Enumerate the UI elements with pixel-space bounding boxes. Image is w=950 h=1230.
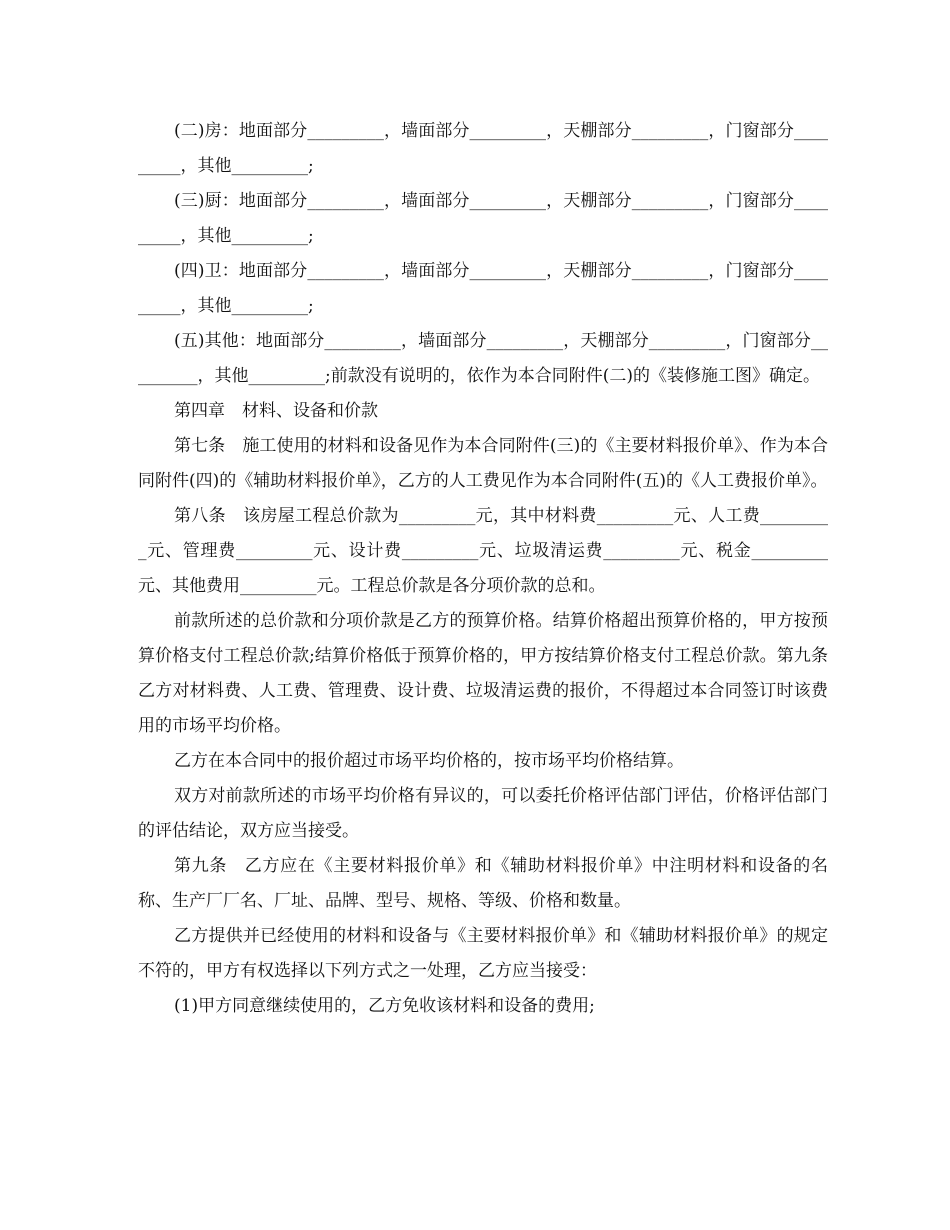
paragraph-room-kitchen: (三)厨：地面部分_________，墙面部分_________，天棚部分_________，门窗部分_________，其他_________; [138,191,828,246]
chapter-heading: 第四章 材料、设备和价款 [174,401,378,421]
paragraph-room-bedroom: (二)房：地面部分_________，墙面部分_________，天棚部分_________，门窗部分_________，其他_________; [138,121,828,176]
paragraph-room-bathroom: (四)卫：地面部分_________，墙面部分_________，天棚部分_________，门窗部分_________，其他_________; [138,261,828,316]
article-8: 第八条 该房屋工程总价款为_________元，其中材料费_________元、人工费_________元、管理费_________元、设计费_________元、垃圾清运费_________元、税金_________元、其他费用_________元。工程总价款是各分项价款的总和。 [138,506,828,596]
document-page [138,114,828,1024]
paragraph-room-other: (五)其他：地面部分_________，墙面部分_________，天棚部分_________，门窗部分_________，其他_________;前款没有说明的，依作为本合同附件(二)的《装修施工图》确定。 [138,331,828,386]
paragraph-option-1: (1)甲方同意继续使用的，乙方免收该材料和设备的费用; [174,996,595,1016]
article-7: 第七条 施工使用的材料和设备见作为本合同附件(三)的《主要材料报价单》、作为本合同附件(四)的《辅助材料报价单》，乙方的人工费见作为本合同附件(五)的《人工费报价单》。 [138,436,828,491]
paragraph-material-mismatch: 乙方提供并已经使用的材料和设备与《主要材料报价单》和《辅助材料报价单》的规定不符的，甲方有权选择以下列方式之一处理，乙方应当接受： [138,926,828,981]
paragraph-market-price: 乙方在本合同中的报价超过市场平均价格的，按市场平均价格结算。 [174,751,684,771]
paragraph-budget-price: 前款所述的总价款和分项价款是乙方的预算价格。结算价格超出预算价格的，甲方按预算价格支付工程总价款;结算价格低于预算价格的，甲方按结算价格支付工程总价款。第九条乙方对材料费、人工费、管理费、设计费、垃圾清运费的报价，不得超过本合同签订时该费用的市场平均价格。 [138,611,828,736]
paragraph-price-dispute: 双方对前款所述的市场平均价格有异议的，可以委托价格评估部门评估，价格评估部门的评估结论，双方应当接受。 [138,786,828,841]
article-9: 第九条 乙方应在《主要材料报价单》和《辅助材料报价单》中注明材料和设备的名称、生产厂厂名、厂址、品牌、型号、规格、等级、价格和数量。 [138,856,828,911]
